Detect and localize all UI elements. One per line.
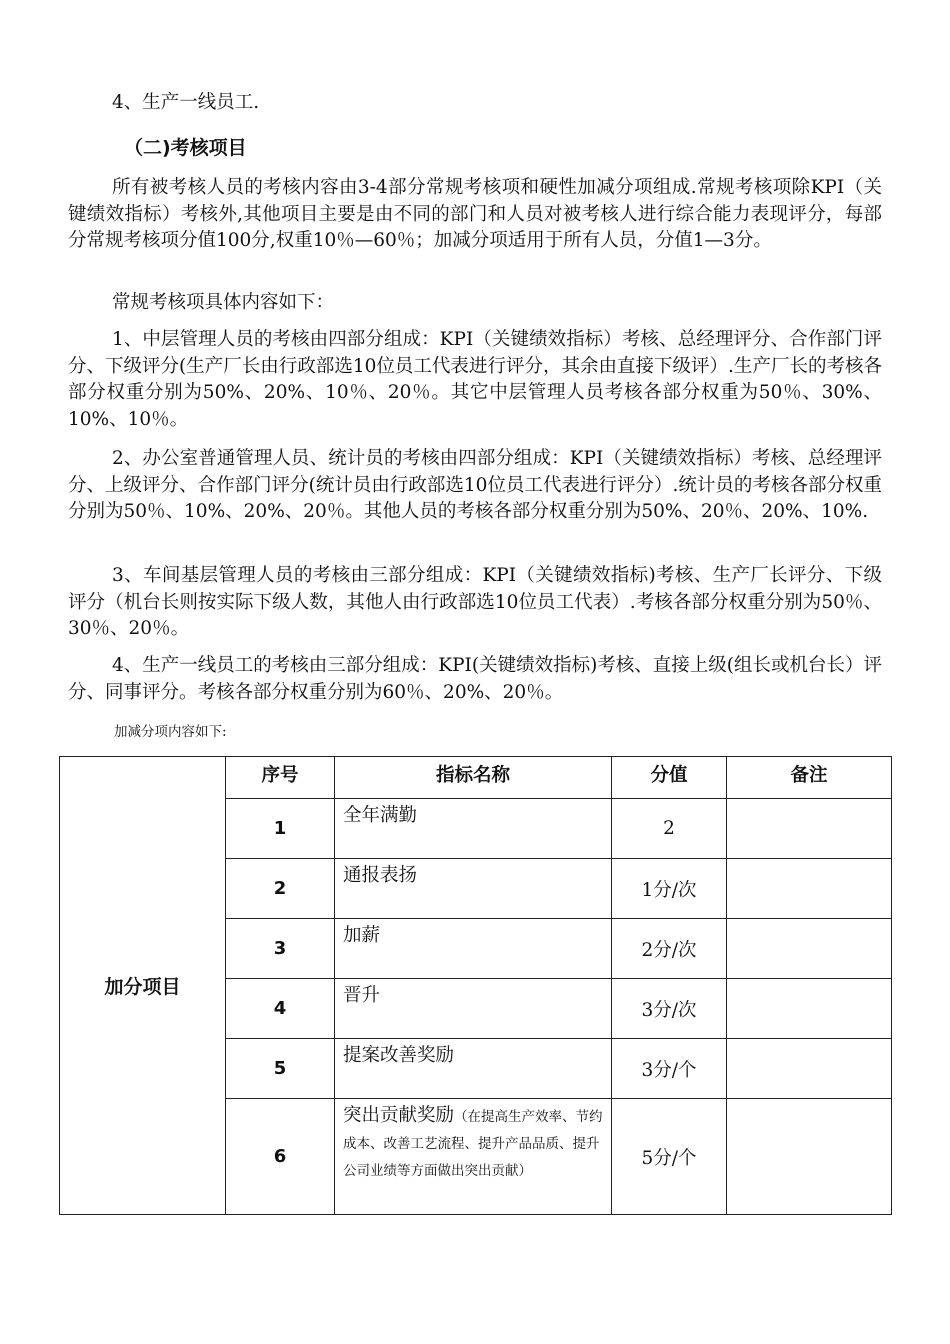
row-score: 2分/次 [612,919,727,979]
section-heading: （二)考核项目 [124,137,247,159]
row-remark [727,979,892,1039]
row-indicator-name: 全年满勤 [335,799,612,859]
header-score: 分值 [612,757,727,799]
category-cell-bonus: 加分项目 [60,757,226,1215]
paragraph-workshop-managers: 3、车间基层管理人员的考核由三部分组成：KPI（关键绩效指标)考核、生产厂长评分、下级评分（机台长则按实际下级人数，其他人由行政部选10位员工代表）.考核各部分权重分别为50％、30％、20％。 [68,565,882,639]
header-index: 序号 [226,757,335,799]
row-indicator-name: 通报表扬 [335,859,612,919]
row-index: 6 [226,1099,335,1215]
paragraph-middle-managers: 1、中层管理人员的考核由四部分组成：KPI（关键绩效指标）考核、总经理评分、合作部门评分、下级评分(生产厂长由行政部选10位员工代表进行评分，其余由直接下级评）.生产厂长的考核各部分权重分别为50%、20%、10％、20％。其它中层管理人员考核各部分权重为50％、30%、10%、10％。 [68,329,882,430]
bonus-items-table [59,756,892,1215]
row-index: 4 [226,979,335,1039]
row-indicator-name: 提案改善奖励 [335,1039,612,1099]
table-caption: 加减分项内容如下: [114,724,227,740]
row-score: 3分/次 [612,979,727,1039]
row-remark [727,859,892,919]
paragraph-regular-items-intro: 常规考核项具体内容如下： [112,292,335,313]
row-index: 3 [226,919,335,979]
row-index: 1 [226,799,335,859]
row-remark [727,799,892,859]
row-score: 1分/次 [612,859,727,919]
paragraph-line-workers: 4、生产一线员工的考核由三部分组成：KPI(关键绩效指标)考核、直接上级(组长或机台长）评分、同事评分。考核各部分权重分别为60％、20%、20％。 [68,655,883,703]
row-indicator-name: 加薪 [335,919,612,979]
intro-line: 4、生产一线员工. [112,92,260,113]
header-indicator-name: 指标名称 [335,757,612,799]
header-remark: 备注 [727,757,892,799]
row-score: 2 [612,799,727,859]
row-remark [727,919,892,979]
row-remark [727,1039,892,1099]
row-indicator-name: 晋升 [335,979,612,1039]
row-remark [727,1099,892,1215]
row-score: 3分/个 [612,1039,727,1099]
row-indicator-note: （在提高生产效率、节约成本、改善工艺流程、提升产品品质、提升公司业绩等方面做出突出贡献） [343,1109,603,1179]
row-index: 5 [226,1039,335,1099]
row-indicator-name: 突出贡献奖励 [343,1105,455,1126]
paragraph-overview: 所有被考核人员的考核内容由3-4部分常规考核项和硬性加减分项组成.常规考核项除KPI（关键绩效指标）考核外,其他项目主要是由不同的部门和人员对被考核人进行综合能力表现评分，每部分常规考核项分值100分,权重10％—60％；加减分项适用于所有人员，分值1—3分。 [68,177,882,251]
row-index: 2 [226,859,335,919]
row-score: 5分/个 [612,1099,727,1215]
table-header-row [60,757,892,799]
paragraph-office-staff: 2、办公室普通管理人员、统计员的考核由四部分组成：KPI（关键绩效指标）考核、总经理评分、上级评分、合作部门评分(统计员由行政部选10位员工代表进行评分）.统计员的考核各部分权重分别为50％、10%、20%、20％。其他人员的考核各部分权重分别为50%、20％、20%、10%. [68,448,882,522]
row-indicator-cell [335,1099,612,1215]
